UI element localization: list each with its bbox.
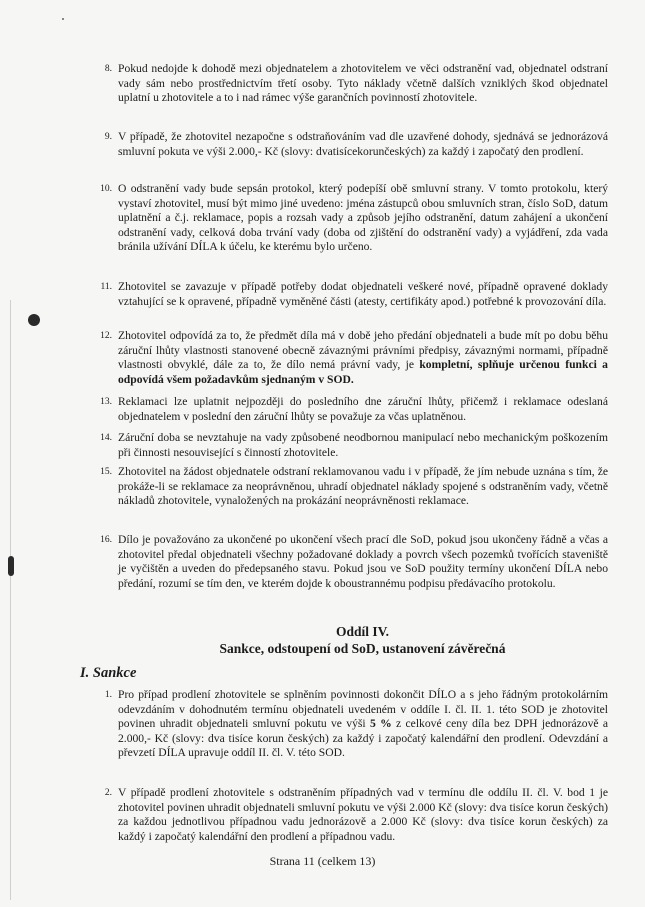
clause-text-bold: 5 % xyxy=(369,717,392,731)
clause-number: 14. xyxy=(100,433,112,443)
clause-text: Zhotovitel na žádost objednatele odstraní reklamovanou vadu i v případě, že jím nebude uznána s tím, že prokáže-li se reklamace za neoprávněnou, uhradí objednatel náklady spojené s odstraněním vady, včetně nákladů zhotovitele, vynaložených na prokázání neoprávněnosti reklamace. xyxy=(118,465,608,508)
clause-text: Záruční doba se nevztahuje na vady způsobené neodbornou manipulací nebo mechanickým poškozením při činnosti nesouvisející s činností zhotovitele. xyxy=(118,431,608,459)
clause-9 xyxy=(104,130,608,159)
clause-number: 13. xyxy=(100,397,112,407)
clause-11 xyxy=(100,280,608,309)
page-footer: Strana 11 (celkem 13) xyxy=(269,854,376,868)
clause-text-regular: Pro případ prodlení zhotovitele se splněním povinnosti dokončit DÍLO a s jeho řádným protokolárním odevzdáním v dohodnutém termínu objednateli uvedeném v oddíle I. čl. II. 1. této SOD je zhotovitel povinen uhradit objednateli smluvní pokutu ve výši xyxy=(118,688,608,731)
clause-text: Zhotovitel se zavazuje v případě potřeby dodat objednateli veškeré nové, případně opravené doklady vztahující se k opravené, případně vyměněné části (atesty, certifikáty apod.) potřebné k provozování díla. xyxy=(118,280,608,308)
clause-12 xyxy=(100,329,608,387)
scan-edge xyxy=(0,300,11,900)
sankce-clause-2 xyxy=(104,786,608,844)
clause-14 xyxy=(100,431,608,460)
clause-text: O odstranění vady bude sepsán protokol, který podepíší obě smluvní strany. V tomto protokolu, který vystaví zhotovitel, musí být mimo jiné uvedeno: jména zástupců obou smluvních stran, číslo SoD, datum uplatnění a č.j. reklamace, popis a rozsah vady a způsob jejího odstranění, datum zahájení a ukončení odstranění vady, celková doba trvání vady (doba od zjištění do odstranění vady) a vyjádření, zda vada bránila užívání DÍLA k účelu, ke kterému bylo určeno. xyxy=(118,182,608,254)
section-subtitle: Sankce, odstoupení od SoD, ustanovení závěrečná xyxy=(219,641,506,656)
clause-16 xyxy=(100,533,608,591)
clause-number: 8. xyxy=(104,64,112,74)
clause-number: 11. xyxy=(100,282,112,292)
clause-13 xyxy=(100,395,608,424)
clause-text: V případě, že zhotovitel nezapočne s odstraňováním vad dle uzavřené dohody, sjednává se jednorázová smluvní pokuta ve výši 2.000,- Kč (slovy: dvatisícekorunčeských) za každý i započatý den prodlení. xyxy=(118,130,608,158)
clause-number: 12. xyxy=(100,331,112,341)
clause-number: 1. xyxy=(104,690,112,700)
clause-text-regular: Zhotovitel odpovídá za to, že předmět díla má v době jeho předání objednateli a bude mít po dobu běhu záruční lhůty vlastnosti stanovené obecně závaznými právními předpisy, závaznými normami, případně vlastnosti obvyklé, dále za to, že dílo nemá právní vady, je xyxy=(118,329,608,372)
clause-10 xyxy=(100,182,608,255)
clause-number: 15. xyxy=(100,467,112,477)
clause-number: 2. xyxy=(104,788,112,798)
clause-15 xyxy=(100,465,608,509)
subsection-heading: I. Sankce xyxy=(80,665,137,681)
punch-hole xyxy=(28,314,40,326)
scan-speck xyxy=(62,18,64,20)
clause-text xyxy=(118,329,608,387)
clause-text: V případě prodlení zhotovitele s odstraněním případných vad v termínu dle oddílu II. čl. V. bod 1 je zhotovitel povinen uhradit objednateli smluvní pokutu ve výši 2.000 Kč (slovy: dva tisíce korun českých) za každou jednotlivou případnou vadu jednorázově a 2.000 Kč (slovy: dva tisíce korun českých) za každý i započatý kalendářní den prodlení a případnou vadu. xyxy=(118,786,608,843)
clause-number: 9. xyxy=(104,132,112,142)
clause-text: Reklamaci lze uplatnit nejpozději do posledního dne záruční lhůty, přičemž i reklamace odeslaná objednatelem v poslední den záruční lhůty se považuje za včas uplatněnou. xyxy=(118,395,608,423)
clause-text-regular: z celkové ceny díla bez DPH jednorázově a 2.000,- Kč (slovy: dva tisíce korun českých) za každý i započatý kalendářní den prodlení. Odevzdání a převzetí DÍLA upravuje oddíl II. čl. V. této SOD. xyxy=(118,717,609,760)
clause-text: Pokud nedojde k dohodě mezi objednatelem a zhotovitelem ve věci odstranění vad, objednatel odstraní vady sám nebo prostřednictvím třetí osoby. Tyto náklady včetně dalších vzniklých škod objednatel uplatní u zhotovitele a to i nad rámec výše garančních povinností zhotovitele. xyxy=(118,62,608,105)
clause-text-bold: kompletní, splňuje určenou funkci a odpovídá všem požadavkům sjednaným v SOD. xyxy=(118,358,608,386)
section-title: Oddíl IV. xyxy=(335,624,390,639)
punch-hole xyxy=(8,556,14,576)
clause-number: 10. xyxy=(100,184,112,194)
clause-text: Dílo je považováno za ukončené po ukončení všech prací dle SoD, pokud jsou ukončeny řádně a včas a zhotovitel předal objednateli všechny požadované doklady a povrch všech pozemků tvořících staveniště je vyčištěn a uveden do předepsaného stavu. Pokud jsou ve SoD použity termíny ukončení DÍLA nebo předání, rozumí se tím den, ve kterém dojde k oboustrannému podpisu předávacího protokolu. xyxy=(118,533,608,590)
clause-number: 16. xyxy=(100,535,112,545)
sankce-clause-1 xyxy=(104,688,609,761)
clause-text xyxy=(118,688,608,761)
clause-8 xyxy=(104,62,608,106)
